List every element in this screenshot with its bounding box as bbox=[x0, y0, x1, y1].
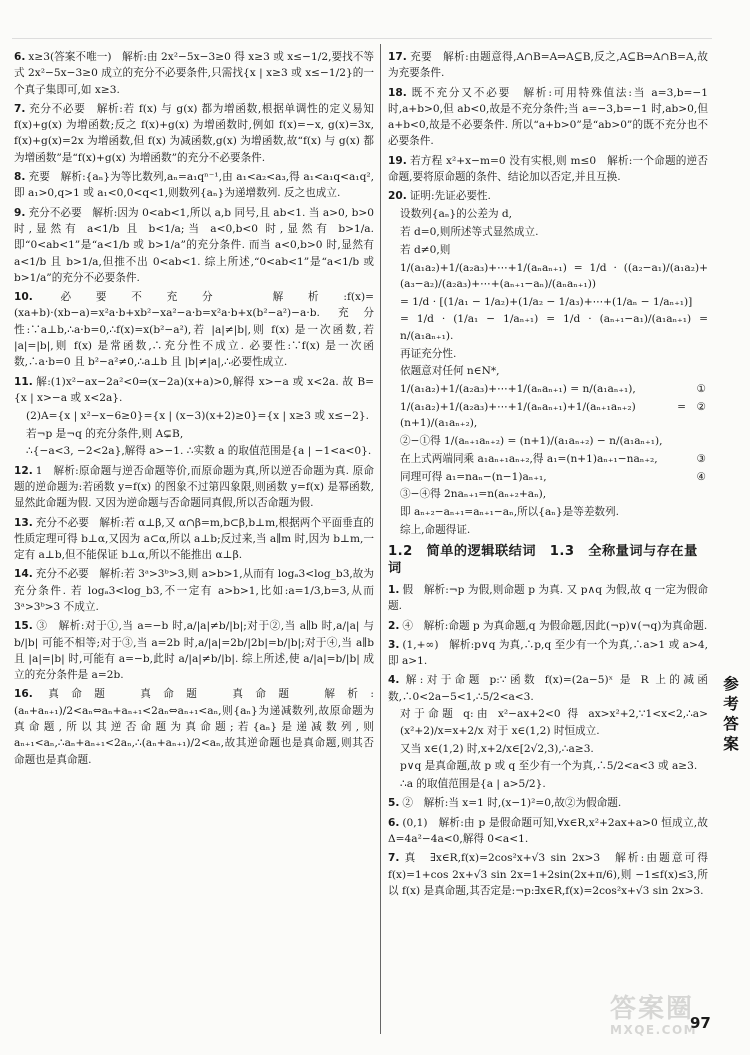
proof-equation-text: ③−④得 2naₙ₊₁=n(aₙ₊₂+aₙ), bbox=[400, 488, 547, 501]
answer-item bbox=[388, 188, 708, 204]
proof-equation-line bbox=[388, 451, 708, 467]
answer-item bbox=[388, 206, 708, 222]
answer-text: (0,1) 解析:由 p 是假命题可知,∀x∈R,x²+2ax+a>0 恒成立,故 Δ=4a²−4a<0,解得 0<a<1. bbox=[388, 816, 708, 846]
answer-text: 又当 x∈(1,2) 时,x+2/x∈[2√2,3),∴a≥3. bbox=[400, 742, 594, 755]
side-tab-char: 考 bbox=[723, 695, 739, 713]
section-heading: 1.2 简单的逻辑联结词 1.3 全称量词与存在量词 bbox=[388, 544, 698, 576]
answer-item bbox=[388, 758, 708, 774]
watermark-title: 答案圈 bbox=[610, 994, 695, 1024]
answer-item bbox=[14, 618, 374, 683]
page-number: 97 bbox=[690, 1014, 711, 1032]
answer-number: 10. bbox=[14, 291, 33, 304]
watermark-logo bbox=[610, 988, 742, 1050]
answer-number: 18. bbox=[388, 86, 407, 99]
answer-item bbox=[388, 776, 708, 792]
answer-item bbox=[14, 289, 374, 370]
answer-item bbox=[388, 582, 708, 615]
answer-text: (1,+∞) 解析:p∨q 为真,∴p,q 至少有一个为真,∴a>1 或 a>4,即 a>1. bbox=[388, 638, 708, 668]
answer-item bbox=[388, 850, 708, 899]
proof-equation-line bbox=[388, 381, 708, 397]
answer-item bbox=[388, 618, 708, 634]
proof-block bbox=[388, 260, 708, 380]
answer-item bbox=[14, 515, 374, 564]
side-tab-char: 案 bbox=[723, 735, 739, 753]
answer-text: 真 ∃x∈R,f(x)=2cos²x+√3 sin 2x>3 解析:由题意可得 f(x)=1+cos 2x+√3 sin 2x=1+2sin(2x+π/6),则 −1≤f(x)≤3,所以 f(x) 是真命题,其否定是:¬p:∃x∈R,f(x)=2cos²x+√3 sin 2x>3. bbox=[388, 852, 708, 897]
answer-number: 1. bbox=[388, 583, 400, 596]
answer-number: 5. bbox=[388, 797, 400, 810]
answer-text: 充要 解析:由题意得,A∩B=A⇒A⊆B,反之,A⊆B⇒A∩B=A,故为充要条件. bbox=[388, 51, 708, 80]
answer-item bbox=[388, 637, 708, 670]
answer-item bbox=[14, 463, 374, 512]
answer-number: 4. bbox=[388, 674, 400, 687]
answer-text: 必要不充分 解析:f(x)=(xa+b)·(xb−a)=x²a·b+xb²−xa²−a·b=x²a·b+x(b²−a²)−a·b. 充分性:∵a⊥b,∴a·b=0,∴f(x)=x(b²−a²),若 |a|≠|b|,则 f(x) 是一次函数,若 |a|=|b|,则 f(x) 是常函数,∴充分性不成立. 必要性:∵f(x) 是一次函数,∴a·b=0 且 b²−a²≠0,∴a⊥b 且 |b|≠|a|,∴必要性成立. bbox=[14, 291, 374, 369]
answer-number: 20. bbox=[388, 190, 407, 203]
proof-line: 再证充分性. bbox=[400, 347, 457, 360]
answer-text: 若方程 x²+x−m=0 没有实根,则 m≤0 解析:一个命题的逆否命题,要将原命题的条件、结论加以否定,并且互换. bbox=[388, 154, 708, 184]
answer-text: p∨q 是真命题,故 p 或 q 至少有一个为真,∴5/2<a<3 或 a≥3. bbox=[400, 760, 698, 773]
answer-item bbox=[14, 408, 374, 424]
answer-text: ③ 解析:对于①,当 a=−b 时,a/|a|≠b/|b|;对于②,当 a∥b 时,a/|a| 与 b/|b| 可能不相等;对于③,当 a=2b 时,a/|a|=2b/|2b|=b/|b|;对于④,当 a∥b 且 |a|=|b| 时,可能有 a=−b,此时 a/|a|≠b/|b|. 综上所述,使 a/|a|=b/|b| 成立的充分条件是 a=2b. bbox=[14, 620, 374, 682]
answer-text: 对于命题 q:由 x²−ax+2<0 得 ax>x²+2,∵1<x<2,∴a>(x²+2)/x=x+2/x 对于 x∈(1,2) 时恒成立. bbox=[400, 708, 708, 737]
proof-equation-text: 综上,命题得证. bbox=[400, 524, 471, 537]
answer-text: ② 解析:当 x=1 时,(x−1)²=0,故②为假命题. bbox=[402, 797, 622, 810]
proof-marked-lines bbox=[388, 381, 708, 538]
answer-number: 15. bbox=[14, 620, 33, 633]
answer-number: 3. bbox=[388, 638, 400, 651]
answer-text: 设数列{aₙ}的公差为 d, bbox=[400, 208, 513, 221]
answer-item bbox=[14, 566, 374, 615]
answer-number: 9. bbox=[14, 206, 26, 219]
proof-equation-line bbox=[388, 504, 708, 520]
answer-text: 证明:先证必要性. bbox=[409, 190, 491, 203]
answer-item bbox=[14, 686, 374, 767]
answer-text: x≥3(答案不唯一) 解析:由 2x²−5x−3≥0 得 x≥3 或 x≤−1/2,要找不等式 2x²−5x−3≥0 成立的充分不必要条件,只需找{x | x≥3 或 x≤−1/2}的一个真子集即可,如 x≥3. bbox=[14, 51, 374, 96]
answer-text: 若 d≠0,则 bbox=[400, 243, 451, 256]
side-tab-char: 答 bbox=[723, 715, 739, 733]
answer-text: 充分不必要 解析:因为 0<ab<1,所以 a,b 同号,且 ab<1. 当 a>0, b>0 时,显然有 a<1/b 且 b<1/a;当 a<0,b<0 时,显然有 b>1/a. 即“0<ab<1”是“a<1/b 或 b>1/a”的充分条件. 而当 a<0,b>0 时,显然有 a<1/b 且 b>1/a,但推不出 0<ab<1. 综上所述,“0<ab<1”是“a<1/b 或 b>1/a”的充分不必要条件. bbox=[14, 206, 374, 284]
answer-text: 充分不必要 解析:若 f(x) 与 g(x) 都为增函数,根据单调性的定义易知 f(x)+g(x) 为增函数;反之 f(x)+g(x) 为增函数时,例如 f(x)=−x, g(x)=3x, f(x)+g(x)=2x 为增函数,但 f(x) 为减函数,g(x) 为增函数,故“f(x) 与 g(x) 都为增函数”是“f(x)+g(x) 为增函数”的充分不必要条件. bbox=[14, 102, 374, 164]
proof-equation-text: 1/(a₁a₂)+1/(a₂a₃)+⋯+1/(aₙaₙ₊₁) = n/(a₁aₙ₊₁), bbox=[400, 383, 636, 396]
answer-number: 7. bbox=[14, 102, 26, 115]
answer-number: 17. bbox=[388, 51, 407, 63]
answer-text: 真命题 真命题 真命题 解析:(aₙ+aₙ₊₁)/2<aₙ⇔aₙ+aₙ₊₁<2aₙ⇔aₙ₊₁<aₙ,则{aₙ}为递减数列,故原命题为真命题,所以其逆否命题为真命题;若{aₙ}是递减数列,则 aₙ₊₁<aₙ,∴aₙ+aₙ₊₁<2aₙ,∴(aₙ+aₙ₊₁)/2<aₙ,故其逆命题也是真命题,则其否命题也是真命题. bbox=[14, 688, 374, 766]
left-column bbox=[14, 46, 374, 769]
answer-item bbox=[388, 153, 708, 186]
answer-number: 12. bbox=[14, 464, 33, 477]
answer-item bbox=[388, 85, 708, 150]
equation-marker: ② bbox=[696, 400, 706, 413]
proof-line: 1/(a₁a₂)+1/(a₂a₃)+⋯+1/(aₙaₙ₊₁) = 1/d · ((a₂−a₁)/(a₁a₂)+(a₃−a₂)/(a₂a₃)+⋯+(aₙ₊₁−aₙ)/(aₙaₙ₊₁)) bbox=[400, 261, 708, 290]
column-divider bbox=[380, 44, 381, 1034]
answer-item bbox=[388, 49, 708, 82]
answer-item bbox=[388, 242, 708, 258]
proof-line: = 1/d · (1/a₁ − 1/aₙ₊₁) = 1/d · (aₙ₊₁−a₁)/(a₁aₙ₊₁) = n/(a₁aₙ₊₁). bbox=[400, 313, 708, 342]
answer-text: 充分不必要 解析:若 3ᵃ>3ᵇ>3,则 a>b>1,从而有 logₐ3<log_b3,故为充分条件. 若 logₐ3<log_b3,不一定有 a>b>1,比如:a=1/3,b=3,从而 3ᵃ>3ᵇ>3 不成立. bbox=[14, 568, 374, 613]
top-edge bbox=[12, 38, 712, 39]
answer-number: 13. bbox=[14, 516, 33, 529]
right-column-answers-top bbox=[388, 49, 708, 258]
answer-number: 2. bbox=[388, 619, 400, 632]
answer-item bbox=[14, 374, 374, 407]
answer-number: 19. bbox=[388, 154, 407, 167]
answer-item bbox=[14, 169, 374, 202]
answer-text: 若 d=0,则所述等式显然成立. bbox=[400, 225, 539, 238]
answer-number: 14. bbox=[14, 568, 33, 581]
proof-equation-text: ②−①得 1/(aₙ₊₁aₙ₊₂) = (n+1)/(a₁aₙ₊₂) − n/(a₁aₙ₊₁), bbox=[400, 435, 663, 448]
right-column bbox=[388, 46, 708, 901]
answer-text: (2)A={x | x²−x−6≥0}={x | (x−3)(x+2)≥0}={x | x≥3 或 x≤−2}. bbox=[26, 409, 369, 422]
answer-text: 既不充分又不必要 解析:可用特殊值法:当 a=3,b=−1 时,a+b>0,但 ab<0,故是不充分条件;当 a=−3,b=−1 时,ab>0,但 a+b<0,故是不必要条件. 所以“a+b>0”是“ab>0”的既不充分也不必要条件. bbox=[388, 86, 708, 148]
proof-equation-text: 同理可得 a₁=naₙ−(n−1)aₙ₊₁, bbox=[400, 470, 547, 483]
answer-key-side-tab bbox=[719, 674, 743, 754]
answer-number: 6. bbox=[388, 816, 400, 829]
answer-text: ∴{−a<3, −2<2a},解得 a>−1. ∴实数 a 的取值范围是{a | −1<a<0}. bbox=[26, 445, 372, 458]
answer-item bbox=[388, 224, 708, 240]
equation-marker: ③ bbox=[696, 452, 706, 465]
answer-text: ∴a 的取值范围是{a | a>5/2}. bbox=[400, 778, 546, 791]
equation-marker: ④ bbox=[696, 470, 706, 483]
proof-line: 依题意对任何 n∈N*, bbox=[400, 365, 500, 378]
answer-number: 8. bbox=[14, 171, 26, 184]
proof-equation-line bbox=[388, 522, 708, 538]
proof-equation-line bbox=[388, 486, 708, 502]
answer-text: 假 解析:¬p 为假,则命题 p 为真. 又 p∧q 为假,故 q 一定为假命题. bbox=[388, 583, 708, 613]
proof-equation-line bbox=[388, 433, 708, 449]
answer-item bbox=[388, 795, 708, 811]
proof-line: = 1/d · [(1/a₁ − 1/a₂)+(1/a₂ − 1/a₃)+⋯+(1/aₙ − 1/aₙ₊₁)] bbox=[400, 295, 693, 308]
proof-equation-line bbox=[388, 469, 708, 485]
answer-text: ④ 解析:命题 p 为真命题,q 为假命题,因此(¬p)∨(¬q)为真命题. bbox=[402, 619, 708, 632]
proof-equation-text: 在上式两端同乘 a₁aₙ₊₁aₙ₊₂,得 a₁=(n+1)aₙ₊₁−naₙ₊₂, bbox=[400, 452, 658, 465]
answer-item bbox=[14, 426, 374, 442]
answer-text: 充分不必要 解析:若 α⊥β,又 α∩β=m,b⊂β,b⊥m,根据两个平面垂直的性质定理可得 b⊥α,又因为 a⊂α,所以 a⊥b;反过来,当 a∥m 时,因为 b⊥m,一定有 a⊥b,但不能保证 b⊥α,所以不能推出 α⊥β. bbox=[14, 516, 374, 562]
answer-number: 16. bbox=[14, 688, 33, 701]
answer-item bbox=[388, 672, 708, 705]
answer-item bbox=[388, 706, 708, 739]
right-column-answers-bottom bbox=[388, 582, 708, 899]
answer-number: 7. bbox=[388, 852, 400, 865]
answer-text: 解:(1)x²−ax−2a²<0⇒(x−2a)(x+a)>0,解得 x>−a 或 x<2a. 故 B={x | x>−a 或 x<2a}. bbox=[14, 375, 374, 404]
answer-item bbox=[14, 205, 374, 286]
watermark-site: MXQE.COM bbox=[610, 1023, 698, 1037]
proof-equation-text: 1/(a₁a₂)+1/(a₂a₃)+⋯+1/(aₙaₙ₊₁)+1/(aₙ₊₁aₙ₊₂) = (n+1)/(a₁aₙ₊₂), bbox=[400, 400, 686, 430]
answer-item bbox=[14, 101, 374, 166]
answer-number: 6. bbox=[14, 51, 26, 63]
equation-marker: ① bbox=[696, 383, 706, 396]
answer-item bbox=[388, 815, 708, 848]
proof-equation-line bbox=[388, 399, 708, 432]
answer-number: 11. bbox=[14, 375, 33, 388]
proof-equation-text: 即 aₙ₊₂−aₙ₊₁=aₙ₊₁−aₙ,所以{aₙ}是等差数列. bbox=[400, 506, 619, 519]
answer-item bbox=[14, 443, 374, 459]
answer-item bbox=[14, 49, 374, 98]
side-tab-char: 参 bbox=[723, 675, 739, 693]
answer-text: 若¬p 是¬q 的充分条件,则 A⊊B, bbox=[26, 427, 184, 440]
answer-text: 解:对于命题 p:∵函数 f(x)=(2a−5)ˣ 是 R 上的减函数,∴0<2a−5<1,∴5/2<a<3. bbox=[388, 674, 708, 703]
answer-text: 1 解析:原命题与逆否命题等价,而原命题为真,所以逆否命题为真. 原命题的逆命题为:若函数 y=f(x) 的图象不过第四象限,则函数 y=f(x) 是幂函数,显然此命题为假. 又因为逆命题与否命题同真假,所以否命题为假. bbox=[14, 464, 374, 510]
answer-text: 充要 解析:{aₙ}为等比数列,aₙ=a₁qⁿ⁻¹,由 a₁<a₂<a₃,得 a₁<a₁q<a₁q²,即 a₁>0,q>1 或 a₁<0,0<q<1,则数列{aₙ}为递增数列. 反之也成立. bbox=[14, 171, 374, 200]
answer-item bbox=[388, 741, 708, 757]
